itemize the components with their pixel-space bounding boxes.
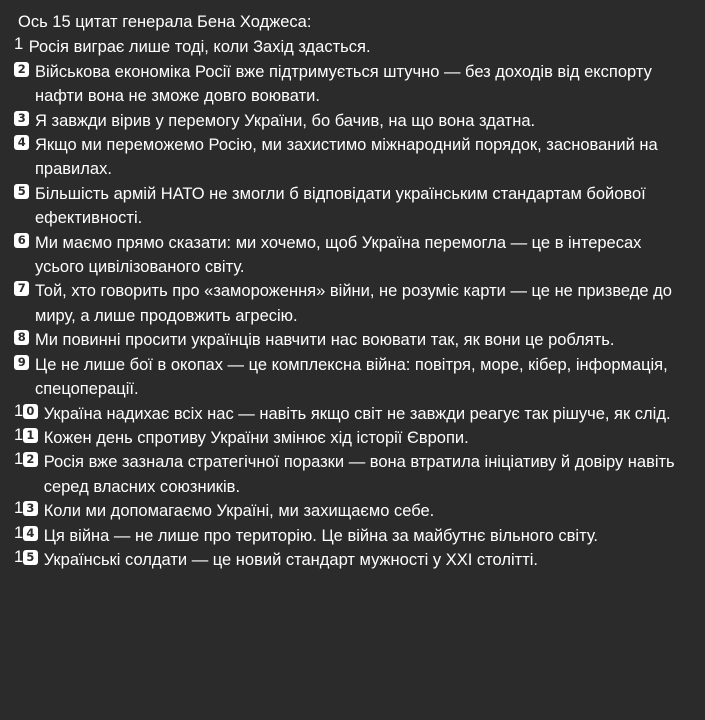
list-item [14,402,691,426]
quote-text: Росія вже зазнала стратегічної поразки — вона втратила ініціативу й довіру навіть серед власних союзників. [43,453,680,496]
list-item [14,182,691,231]
quote-text: Кожен день спротиву України змінює хід історії Європи. [43,428,469,447]
list-marker [14,402,38,419]
list-item [14,328,691,352]
quote-text: Ми повинні просити українців навчити нас воювати так, як вони це роблять. [35,331,615,350]
marker-digit-primary: 1 [14,499,23,518]
quote-text: Це не лише бої в окопах — це комплексна війна: повітря, море, кібер, інформація, спецоперації. [35,355,673,399]
quote-text: Якщо ми переможемо Росію, ми захистимо міжнародний порядок, заснований на правилах. [35,136,663,179]
list-marker [14,60,29,77]
quote-text: Ця війна — не лише про територію. Це війна за майбутнє вільного світу. [43,526,599,545]
list-item [14,353,691,402]
list-item [14,133,691,182]
quote-text: Я завжди вірив у перемогу України, бо бачив, на що вона здатна. [35,111,536,130]
list-item [14,548,691,572]
list-marker [14,182,29,199]
list-item [14,426,691,450]
quote-list [14,35,691,572]
marker-digit-secondary: 2 [23,452,38,467]
list-item [14,450,691,499]
list-item [14,231,691,280]
list-marker [14,279,29,296]
list-item [14,279,691,328]
marker-digit-secondary: 3 [23,501,38,516]
list-marker [14,35,23,52]
marker-digit-primary: 9 [14,355,29,370]
marker-digit-primary: 1 [14,35,23,54]
list-marker [14,353,29,370]
marker-digit-primary: 1 [14,547,23,566]
list-marker [14,328,29,345]
quote-text: Україна надихає всіх нас — навіть якщо світ не завжди реагує так рішуче, як слід. [43,404,671,423]
marker-digit-primary: 1 [14,401,23,420]
list-marker [14,133,29,150]
quote-text: Коли ми допомагаємо Україні, ми захищаємо себе. [43,502,435,521]
quote-text: Українські солдати — це новий стандарт мужності у XXI столітті. [43,550,538,569]
marker-digit-primary: 3 [14,111,29,126]
marker-digit-primary: 1 [14,450,23,469]
quote-text: Росія виграє лише тоді, коли Захід здасться. [28,38,371,57]
document-intro: Ось 15 цитат генерала Бена Ходжеса: [18,13,312,31]
list-marker [14,426,38,443]
marker-digit-primary: 8 [14,330,29,345]
marker-digit-primary: 1 [14,425,23,444]
list-item [14,60,691,109]
quote-text: Ми маємо прямо сказати: ми хочемо, щоб Україна перемогла — це в інтересах усього цивілізованого світу. [35,233,646,277]
list-item [14,524,691,548]
list-marker [14,450,38,467]
list-marker [14,524,38,541]
marker-digit-secondary: 5 [23,550,38,565]
list-item [14,109,691,133]
marker-digit-secondary: 4 [23,526,38,541]
marker-digit-primary: 5 [14,184,29,199]
quote-text: Той, хто говорить про «замороження» війни, не розуміє карти — це не призведе до миру, а лише продовжить агресію. [35,282,677,325]
marker-digit-secondary: 0 [23,404,38,419]
quote-text: Військова економіка Росії вже підтримується штучно — без доходів від експорту нафти вона не зможе довго воювати. [35,62,657,106]
marker-digit-primary: 1 [14,523,23,542]
marker-digit-primary: 4 [14,135,29,150]
quote-text: Більшість армій НАТО не змогли б відповідати українським стандартам бойової ефективності. [35,184,651,228]
list-marker [14,548,38,565]
list-marker [14,231,29,248]
marker-digit-primary: 2 [14,62,29,77]
list-item [14,499,691,523]
list-marker [14,499,38,516]
list-marker [14,109,29,126]
marker-digit-primary: 7 [14,281,29,296]
list-item [14,35,691,59]
marker-digit-primary: 6 [14,233,29,248]
marker-digit-secondary: 1 [23,428,38,443]
